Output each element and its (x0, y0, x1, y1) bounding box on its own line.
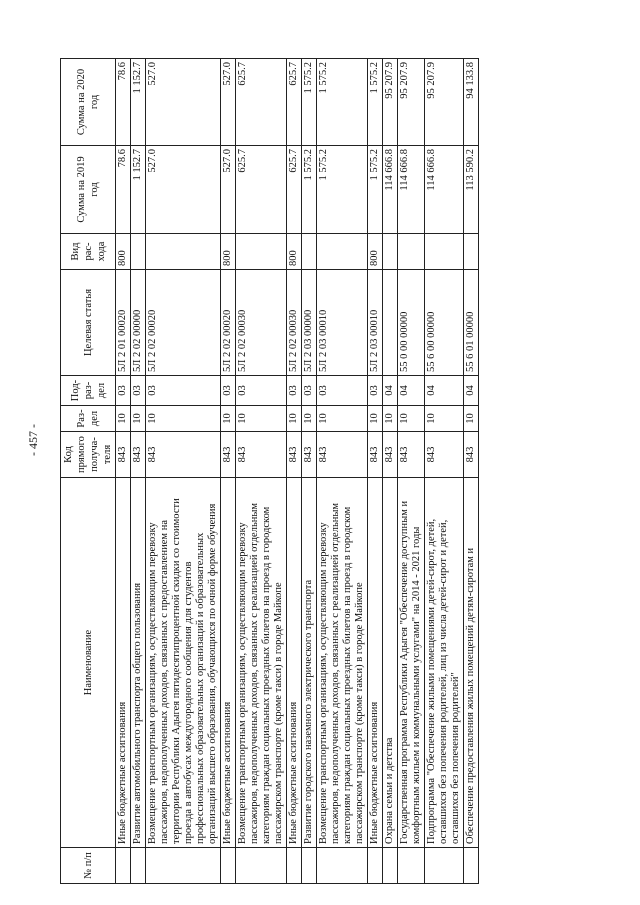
cell-sum-2020: 625.7 (287, 59, 302, 146)
cell-section: 10 (464, 406, 479, 432)
cell-admin-code: 843 (317, 432, 368, 478)
cell-admin-code: 843 (368, 432, 383, 478)
cell-num (398, 848, 425, 884)
cell-sum-2019: 114 666.8 (398, 146, 425, 234)
cell-num (464, 848, 479, 884)
cell-expense-type (131, 234, 146, 270)
cell-admin-code: 843 (116, 432, 131, 478)
cell-section: 10 (368, 406, 383, 432)
cell-admin-code: 843 (425, 432, 464, 478)
cell-subsection: 03 (131, 376, 146, 406)
cell-target: 55 0 00 00000 (398, 270, 425, 376)
cell-expense-type (398, 234, 425, 270)
header-num: № п/п (61, 848, 116, 884)
header-sum-2020: Сумма на 2020 год (61, 59, 116, 146)
cell-sum-2019: 1 575.2 (302, 146, 317, 234)
cell-target: 5Л 2 03 00010 (317, 270, 368, 376)
table-row (383, 59, 398, 884)
cell-num (116, 848, 131, 884)
cell-sum-2020: 95 207.9 (398, 59, 425, 146)
cell-admin-code: 843 (221, 432, 236, 478)
cell-num (221, 848, 236, 884)
header-subsection: Под- раз- дел (61, 376, 116, 406)
cell-subsection: 03 (287, 376, 302, 406)
cell-name: Охрана семьи и детства (383, 478, 398, 848)
cell-admin-code: 843 (383, 432, 398, 478)
cell-expense-type (464, 234, 479, 270)
table-row (317, 59, 368, 884)
cell-target: 5Л 2 02 00020 (221, 270, 236, 376)
cell-subsection: 03 (221, 376, 236, 406)
cell-target: 5Л 2 02 00030 (287, 270, 302, 376)
cell-subsection: 03 (116, 376, 131, 406)
cell-expense-type (146, 234, 221, 270)
table-row (116, 59, 131, 884)
table-row (236, 59, 287, 884)
header-section: Раз- дел (61, 406, 116, 432)
cell-admin-code: 843 (464, 432, 479, 478)
cell-section: 10 (146, 406, 221, 432)
cell-target (383, 270, 398, 376)
cell-num (317, 848, 368, 884)
budget-table (60, 58, 479, 884)
cell-num (236, 848, 287, 884)
cell-name: Развитие автомобильного транспорта общего пользования (131, 478, 146, 848)
cell-sum-2019: 625.7 (287, 146, 302, 234)
cell-target: 55 6 01 00000 (464, 270, 479, 376)
cell-admin-code: 843 (236, 432, 287, 478)
cell-subsection: 03 (236, 376, 287, 406)
cell-sum-2020: 95 207.9 (425, 59, 464, 146)
cell-section: 10 (302, 406, 317, 432)
cell-sum-2020: 78.6 (116, 59, 131, 146)
cell-num (383, 848, 398, 884)
cell-expense-type: 800 (287, 234, 302, 270)
cell-name: Возмещение транспортным организациям, осуществляющим перевозку пассажиров, недополученных доходов, связанных с предоставлением на территории Республики Адыгея пятидесятипроцентной скидки со стоимости проезда в автобусах междугородного сообщения для студентов профессиональных образовательных организаций и образовательных организаций высшего образования, обучающихся по очной форме обучения (146, 478, 221, 848)
cell-sum-2019: 527.0 (221, 146, 236, 234)
cell-target: 5Л 2 02 00020 (146, 270, 221, 376)
rotated-table-wrapper (60, 59, 620, 884)
cell-sum-2020: 625.7 (236, 59, 287, 146)
cell-sum-2020: 527.0 (221, 59, 236, 146)
table-row (146, 59, 221, 884)
table-row (221, 59, 236, 884)
cell-expense-type (236, 234, 287, 270)
cell-name: Обеспечение предоставления жилых помещений детям-сиротам и (464, 478, 479, 848)
cell-expense-type: 800 (368, 234, 383, 270)
header-target: Целевая статья (61, 270, 116, 376)
cell-sum-2019: 625.7 (236, 146, 287, 234)
cell-section: 10 (398, 406, 425, 432)
cell-sum-2020: 1 575.2 (317, 59, 368, 146)
cell-target: 5Л 2 02 00000 (131, 270, 146, 376)
cell-sum-2019: 78.6 (116, 146, 131, 234)
cell-expense-type (383, 234, 398, 270)
table-row (425, 59, 464, 884)
cell-name: Развитие городского наземного электрического транспорта (302, 478, 317, 848)
cell-expense-type (302, 234, 317, 270)
cell-name: Иные бюджетные ассигнования (221, 478, 236, 848)
cell-sum-2019: 1 152.7 (131, 146, 146, 234)
cell-target: 5Л 2 03 00000 (302, 270, 317, 376)
cell-sum-2019: 1 575.2 (368, 146, 383, 234)
cell-subsection: 04 (398, 376, 425, 406)
cell-sum-2020: 95 207.9 (383, 59, 398, 146)
cell-num (287, 848, 302, 884)
cell-name: Государственная программа Республики Адыгея "Обеспечение доступным и комфортным жильем и коммунальными услугами" на 2014 - 2021 годы (398, 478, 425, 848)
cell-section: 10 (425, 406, 464, 432)
cell-admin-code: 843 (398, 432, 425, 478)
cell-name: Подпрограмма "Обеспечение жилыми помещениями детей-сирот, детей, оставшихся без попечения родителей, лиц из числа детей-сирот и детей, оставшихся без попечения родителей" (425, 478, 464, 848)
header-name: Наименование (61, 478, 116, 848)
cell-subsection: 04 (464, 376, 479, 406)
cell-subsection: 03 (368, 376, 383, 406)
cell-name: Иные бюджетные ассигнования (287, 478, 302, 848)
cell-sum-2019: 527.0 (146, 146, 221, 234)
cell-section: 10 (317, 406, 368, 432)
cell-num (425, 848, 464, 884)
cell-num (131, 848, 146, 884)
cell-name: Возмещение транспортным организациям, осуществляющим перевозку пассажиров, недополученных доходов, связанных с реализацией отдельным категориям граждан социальных проездных билетов на проезд в городском пассажирском транспорте (кроме такси) в городе Майкопе (236, 478, 287, 848)
cell-sum-2020: 527.0 (146, 59, 221, 146)
cell-sum-2020: 1 575.2 (368, 59, 383, 146)
table-row (131, 59, 146, 884)
cell-sum-2020: 1 152.7 (131, 59, 146, 146)
cell-section: 10 (287, 406, 302, 432)
cell-sum-2019: 114 666.8 (383, 146, 398, 234)
cell-section: 10 (221, 406, 236, 432)
cell-section: 10 (131, 406, 146, 432)
table-row (368, 59, 383, 884)
cell-target: 5Л 2 02 00030 (236, 270, 287, 376)
cell-subsection: 04 (425, 376, 464, 406)
cell-subsection: 04 (383, 376, 398, 406)
cell-name: Возмещение транспортным организациям, осуществляющим перевозку пассажиров, недополученных доходов, связанных с реализацией отдельным категориям граждан социальных проездных билетов на проезд в городском пассажирском транспорте (кроме такси) в городе Майкопе (317, 478, 368, 848)
cell-sum-2019: 113 590.2 (464, 146, 479, 234)
cell-num (368, 848, 383, 884)
cell-name: Иные бюджетные ассигнования (116, 478, 131, 848)
cell-expense-type: 800 (221, 234, 236, 270)
cell-section: 10 (236, 406, 287, 432)
table-row (287, 59, 302, 884)
cell-num (146, 848, 221, 884)
cell-sum-2019: 114 666.8 (425, 146, 464, 234)
header-row (61, 59, 116, 884)
cell-target: 5Л 2 03 00010 (368, 270, 383, 376)
cell-admin-code: 843 (287, 432, 302, 478)
cell-section: 10 (116, 406, 131, 432)
cell-section: 10 (383, 406, 398, 432)
cell-expense-type (425, 234, 464, 270)
header-expense-type: Вид рас- хода (61, 234, 116, 270)
cell-admin-code: 843 (302, 432, 317, 478)
cell-subsection: 03 (317, 376, 368, 406)
header-sum-2019: Сумма на 2019 год (61, 146, 116, 234)
table-row (398, 59, 425, 884)
cell-expense-type (317, 234, 368, 270)
cell-admin-code: 843 (146, 432, 221, 478)
table-body (116, 59, 479, 884)
cell-name: Иные бюджетные ассигнования (368, 478, 383, 848)
cell-sum-2020: 1 575.2 (302, 59, 317, 146)
header-admin-code: Код прямого получа- теля (61, 432, 116, 478)
page-number: - 457 - (26, 424, 40, 456)
cell-expense-type: 800 (116, 234, 131, 270)
cell-sum-2020: 94 133.8 (464, 59, 479, 146)
cell-subsection: 03 (302, 376, 317, 406)
cell-sum-2019: 1 575.2 (317, 146, 368, 234)
cell-target: 55 6 00 00000 (425, 270, 464, 376)
table-row (302, 59, 317, 884)
cell-num (302, 848, 317, 884)
cell-target: 5Л 2 01 00020 (116, 270, 131, 376)
cell-admin-code: 843 (131, 432, 146, 478)
cell-subsection: 03 (146, 376, 221, 406)
table-row (464, 59, 479, 884)
